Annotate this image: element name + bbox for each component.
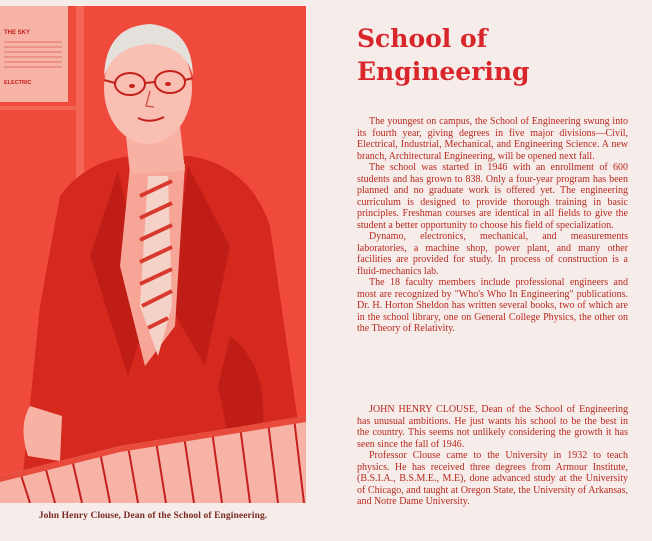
article-body	[357, 116, 628, 335]
dean-bio	[357, 404, 628, 508]
page-title	[357, 22, 637, 88]
body-paragraph: The youngest on campus, the School of Engineering swung into its fourth year, giving degrees in five major divisions—Civil, Electrical, Industrial, Mechanical, and Engineering Science. A new branch, Architectural Engineering, will be opened next fall.	[357, 116, 628, 162]
photo-caption: John Henry Clouse, Dean of the School of Engineering.	[38, 511, 268, 521]
body-paragraph: The 18 faculty members include professional engineers and most are recognized by "Who's Who In Engineering" publications. Dr. H. Horton Sheldon has written several books, two of which are in the school library, one on General College Physics, the other on the Theory of Relativity.	[357, 277, 628, 334]
title-line-2: Engineering	[357, 57, 530, 86]
title-line-1: School of	[357, 24, 488, 53]
body-paragraph: The school was started in 1946 with an enrollment of 600 students and has grown to 838. Only a four-year program has been planned and no graduate work is offered yet. The engineering curriculum is designed to provide thorough training in basic principles. Freshman courses are identical in all fields to give the student a better opportunity to choose his field of specialization.	[357, 162, 628, 231]
poster-brand: ELECTRIC	[4, 80, 32, 86]
poster-heading: THE SKY	[4, 30, 31, 36]
bio-paragraph: Professor Clouse came to the University in 1932 to teach physics. He has received three degrees from Armour Institute, (B.S.I.A., B.S.M.E., M.E), done advanced study at the University of Chicago, and taught at Oregon State, the University of Arkansas, and Notre Dame University.	[357, 450, 628, 507]
dean-photo	[0, 6, 306, 503]
bio-paragraph: JOHN HENRY CLOUSE, Dean of the School of Engineering has unusual ambitions. He just wants his school to be the best in the country. This seems not unlikely considering the growth it has seen since the fall of 1946.	[357, 404, 628, 450]
dean-portrait-illustration	[0, 6, 306, 503]
wall-poster	[0, 6, 68, 102]
body-paragraph: Dynamo, electronics, mechanical, and measurements laboratories, a machine shop, power plant, and many other facilities are provided for study. In process of construction is a fluid-mechanics lab.	[357, 231, 628, 277]
